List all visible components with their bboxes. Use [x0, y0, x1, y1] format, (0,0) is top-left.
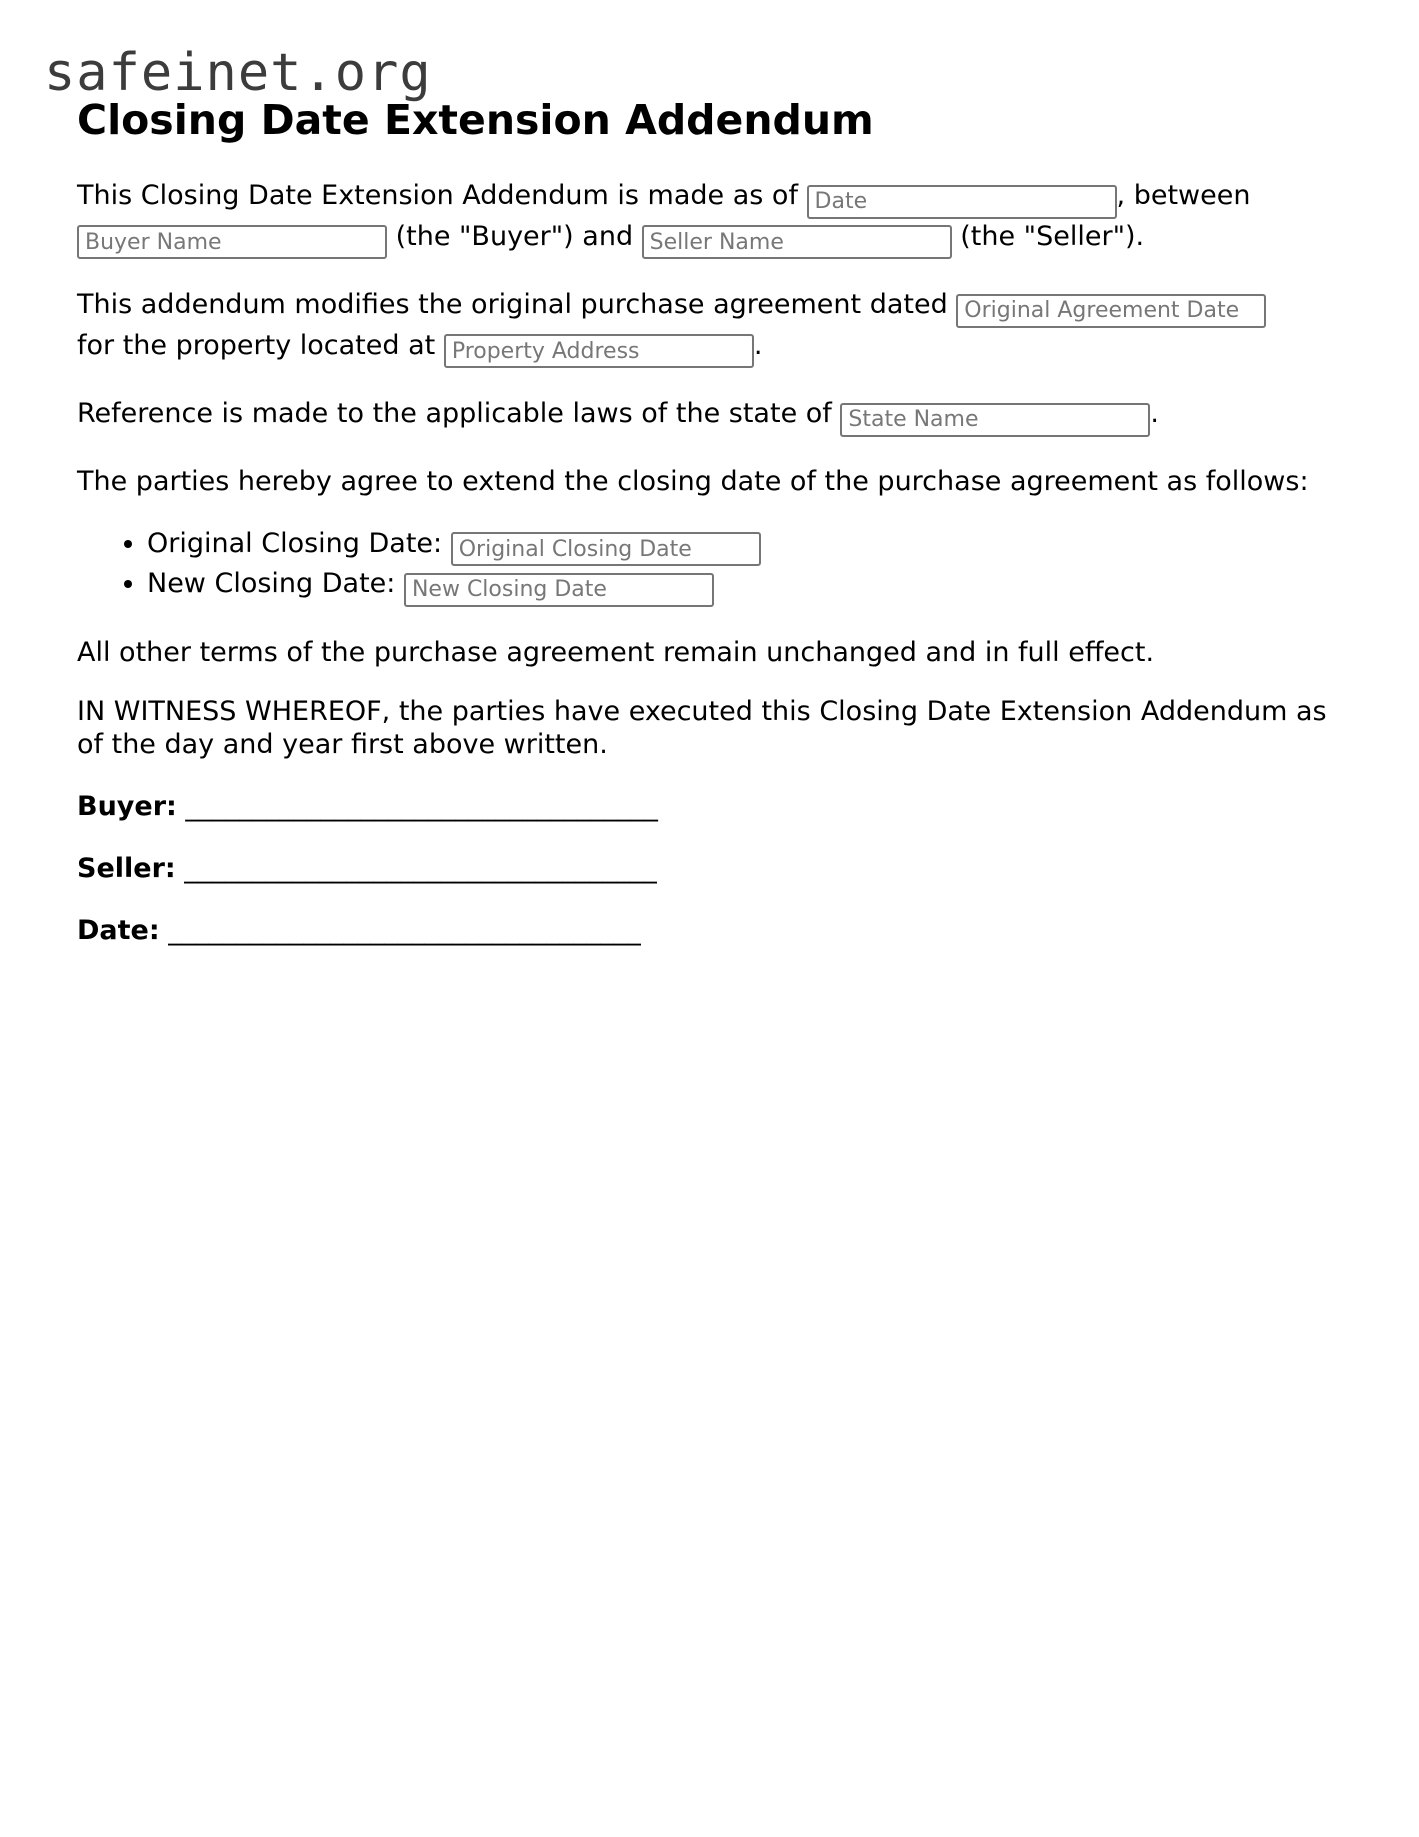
agreement-text-2: for the property located at	[77, 329, 444, 361]
list-item-new-closing-date	[147, 566, 1337, 607]
original-closing-date-label: Original Closing Date:	[147, 527, 451, 559]
intro-text-3: (the "Buyer") and	[387, 220, 642, 252]
seller-signature-line	[77, 851, 1337, 887]
agreement-paragraph	[77, 287, 1337, 368]
seller-name-field[interactable]	[642, 225, 952, 259]
intro-text-2: , between	[1116, 180, 1251, 211]
buyer-signature-blank: ___________________________________	[185, 790, 658, 822]
watermark: safeinet.org	[44, 43, 432, 103]
law-text-2: .	[1150, 398, 1159, 429]
date-signature-label: Date:	[77, 914, 160, 946]
list-item-original-closing-date	[147, 526, 1337, 567]
buyer-signature-label: Buyer:	[77, 790, 177, 822]
other-terms-paragraph: All other terms of the purchase agreement remain unchanged and in full effect.	[77, 636, 1155, 668]
document-title: Closing Date Extension Addendum	[77, 96, 874, 144]
new-closing-date-field[interactable]	[404, 573, 714, 607]
witness-paragraph: IN WITNESS WHEREOF, the parties have executed this Closing Date Extension Addendum as of the day and year first above written.	[77, 695, 1327, 760]
seller-signature-blank: ___________________________________	[184, 852, 657, 884]
buyer-name-field[interactable]	[77, 225, 387, 259]
closing-dates-list	[77, 526, 1337, 607]
extension-paragraph: The parties hereby agree to extend the closing date of the purchase agreement as follows:	[77, 465, 1309, 497]
law-paragraph	[77, 396, 1337, 437]
original-closing-date-field[interactable]	[451, 532, 761, 566]
agreement-text-1: This addendum modifies the original purchase agreement dated	[77, 289, 957, 320]
intro-text-4: (the "Seller").	[951, 220, 1145, 252]
document-body	[77, 92, 1337, 949]
date-field[interactable]	[807, 185, 1117, 219]
property-address-field[interactable]	[444, 334, 754, 368]
buyer-signature-line	[77, 789, 1337, 825]
law-text-1: Reference is made to the applicable laws of the state of	[77, 398, 841, 429]
intro-paragraph	[77, 178, 1337, 259]
original-agreement-date-field[interactable]	[956, 294, 1266, 328]
new-closing-date-label: New Closing Date:	[147, 568, 404, 599]
seller-signature-label: Seller:	[77, 852, 176, 884]
date-signature-line	[77, 913, 1337, 949]
agreement-text-3: .	[753, 329, 763, 361]
state-name-field[interactable]	[840, 403, 1150, 437]
signature-block	[77, 789, 1337, 949]
intro-text-1: This Closing Date Extension Addendum is made as of	[77, 180, 807, 211]
date-signature-blank: ___________________________________	[168, 914, 641, 946]
